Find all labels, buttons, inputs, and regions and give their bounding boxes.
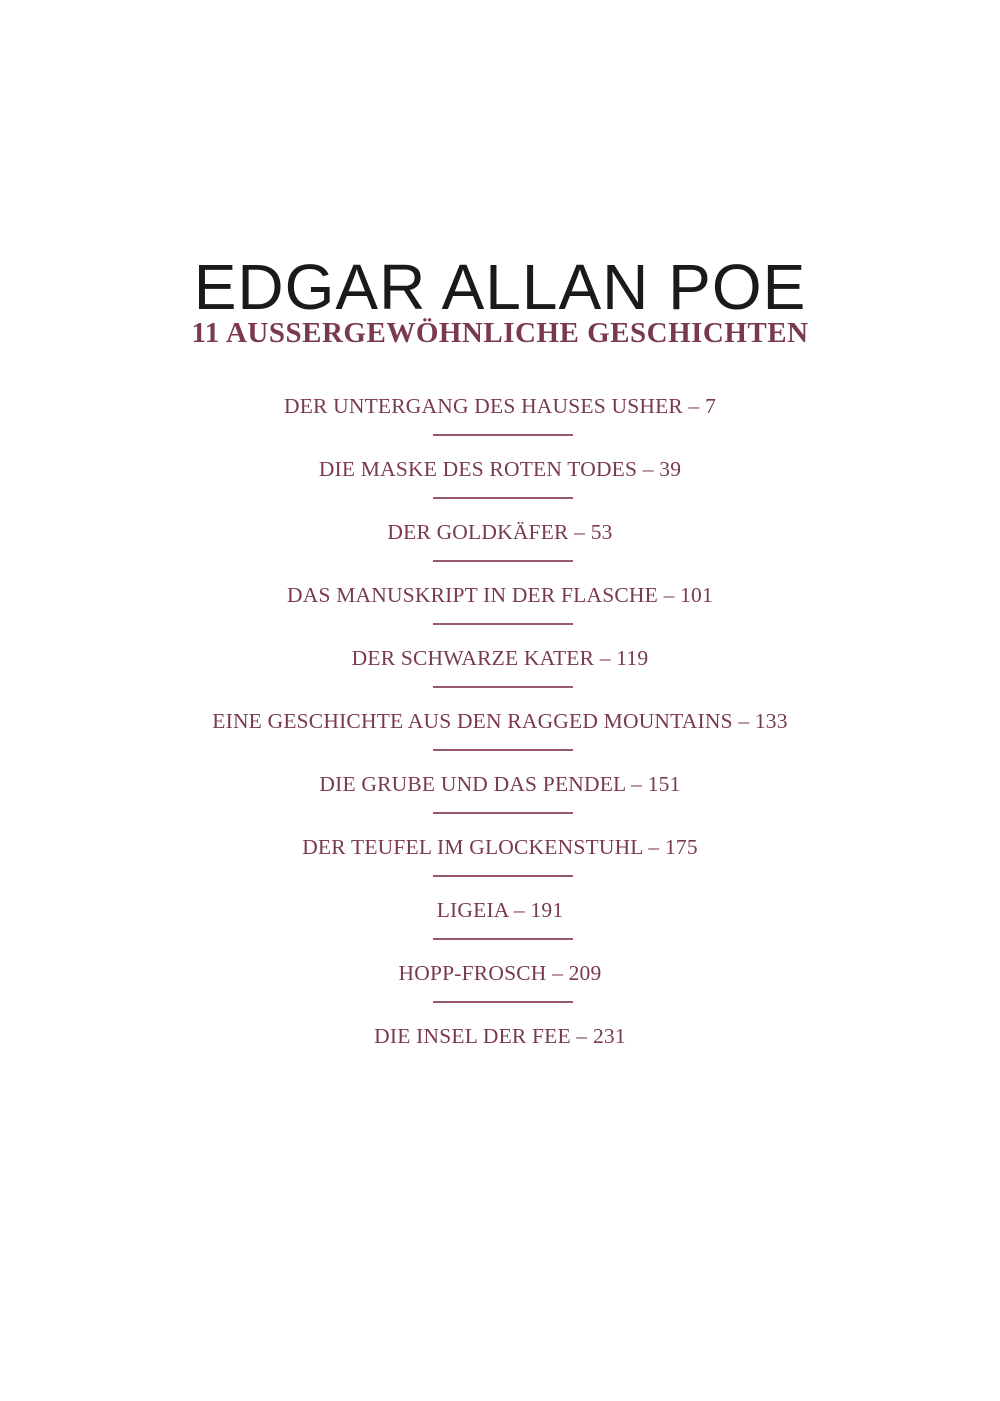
toc-entry-text: DAS MANUSKRIPT IN DER FLASCHE – 101: [287, 583, 713, 607]
toc-entry-text: DER GOLDKÄFER – 53: [387, 520, 613, 544]
toc-entry-text: DIE MASKE DES ROTEN TODES – 39: [318, 457, 682, 481]
toc-entry-title: DER GOLDKÄFER: [387, 520, 569, 544]
toc-divider: [433, 623, 573, 625]
toc-entry-page: 191: [530, 898, 564, 922]
toc-entry: [0, 514, 1000, 577]
toc-entry-page: 231: [592, 1024, 626, 1048]
toc-entry-page: 151: [647, 772, 681, 796]
toc-entry-title: DIE MASKE DES ROTEN TODES: [318, 457, 638, 481]
toc-entry-page: 209: [568, 961, 602, 985]
author-name: EDGAR ALLAN POE: [193, 250, 807, 323]
toc-entry: [0, 766, 1000, 829]
toc-divider: [433, 749, 573, 751]
toc-entry-text: DER SCHWARZE KATER – 119: [351, 646, 649, 670]
toc-divider: [433, 875, 573, 877]
toc-entry-page: 101: [680, 583, 713, 607]
toc-divider: [433, 938, 573, 940]
toc-entry: [0, 640, 1000, 703]
toc-entry-title: LIGEIA: [436, 898, 509, 922]
toc-entry-title: DER TEUFEL IM GLOCKENSTUHL: [302, 835, 643, 859]
toc-entry: [0, 829, 1000, 892]
toc-entry-title: EINE GESCHICHTE AUS DEN RAGGED MOUNTAINS: [212, 709, 733, 733]
table-of-contents: [0, 388, 1000, 1081]
toc-entry-title: DER UNTERGANG DES HAUSES USHER: [283, 394, 683, 418]
toc-entry-text: EINE GESCHICHTE AUS DEN RAGGED MOUNTAINS – 133: [212, 709, 788, 733]
toc-entry: [0, 388, 1000, 451]
toc-divider: [433, 1001, 573, 1003]
toc-entry-title: DIE INSEL DER FEE: [374, 1024, 571, 1048]
toc-entry-text: DIE INSEL DER FEE – 231: [374, 1024, 626, 1048]
toc-entry-title: DIE GRUBE UND DAS PENDEL: [319, 772, 626, 796]
toc-entry-text: HOPP-FROSCH – 209: [398, 961, 602, 985]
toc-entry-text: DER UNTERGANG DES HAUSES USHER – 7: [283, 394, 717, 418]
toc-entry: [0, 451, 1000, 514]
toc-divider: [433, 434, 573, 436]
toc-divider: [433, 812, 573, 814]
toc-entry-title: DAS MANUSKRIPT IN DER FLASCHE: [287, 583, 658, 607]
toc-entry-title: HOPP-FROSCH: [398, 961, 547, 985]
toc-divider: [433, 497, 573, 499]
toc-entry-text: DER TEUFEL IM GLOCKENSTUHL – 175: [302, 835, 698, 859]
toc-divider: [433, 560, 573, 562]
toc-entry-page: 53: [590, 520, 613, 544]
toc-entry-page: 133: [754, 709, 788, 733]
toc-entry: [0, 892, 1000, 955]
toc-entry-text: DIE GRUBE UND DAS PENDEL – 151: [319, 772, 681, 796]
toc-divider: [433, 686, 573, 688]
toc-entry: [0, 955, 1000, 1018]
book-subtitle: 11 AUSSERGEWÖHNLICHE GESCHICHTEN: [191, 317, 809, 350]
toc-entry: [0, 577, 1000, 640]
toc-entry-page: 7: [705, 394, 717, 418]
toc-entry-title: DER SCHWARZE KATER: [351, 646, 595, 670]
toc-entry-page: 175: [664, 835, 698, 859]
toc-entry-page: 39: [659, 457, 682, 481]
toc-entry: [0, 703, 1000, 766]
toc-entry: [0, 1018, 1000, 1081]
toc-entry-page: 119: [616, 646, 649, 670]
toc-entry-text: LIGEIA – 191: [436, 898, 564, 922]
